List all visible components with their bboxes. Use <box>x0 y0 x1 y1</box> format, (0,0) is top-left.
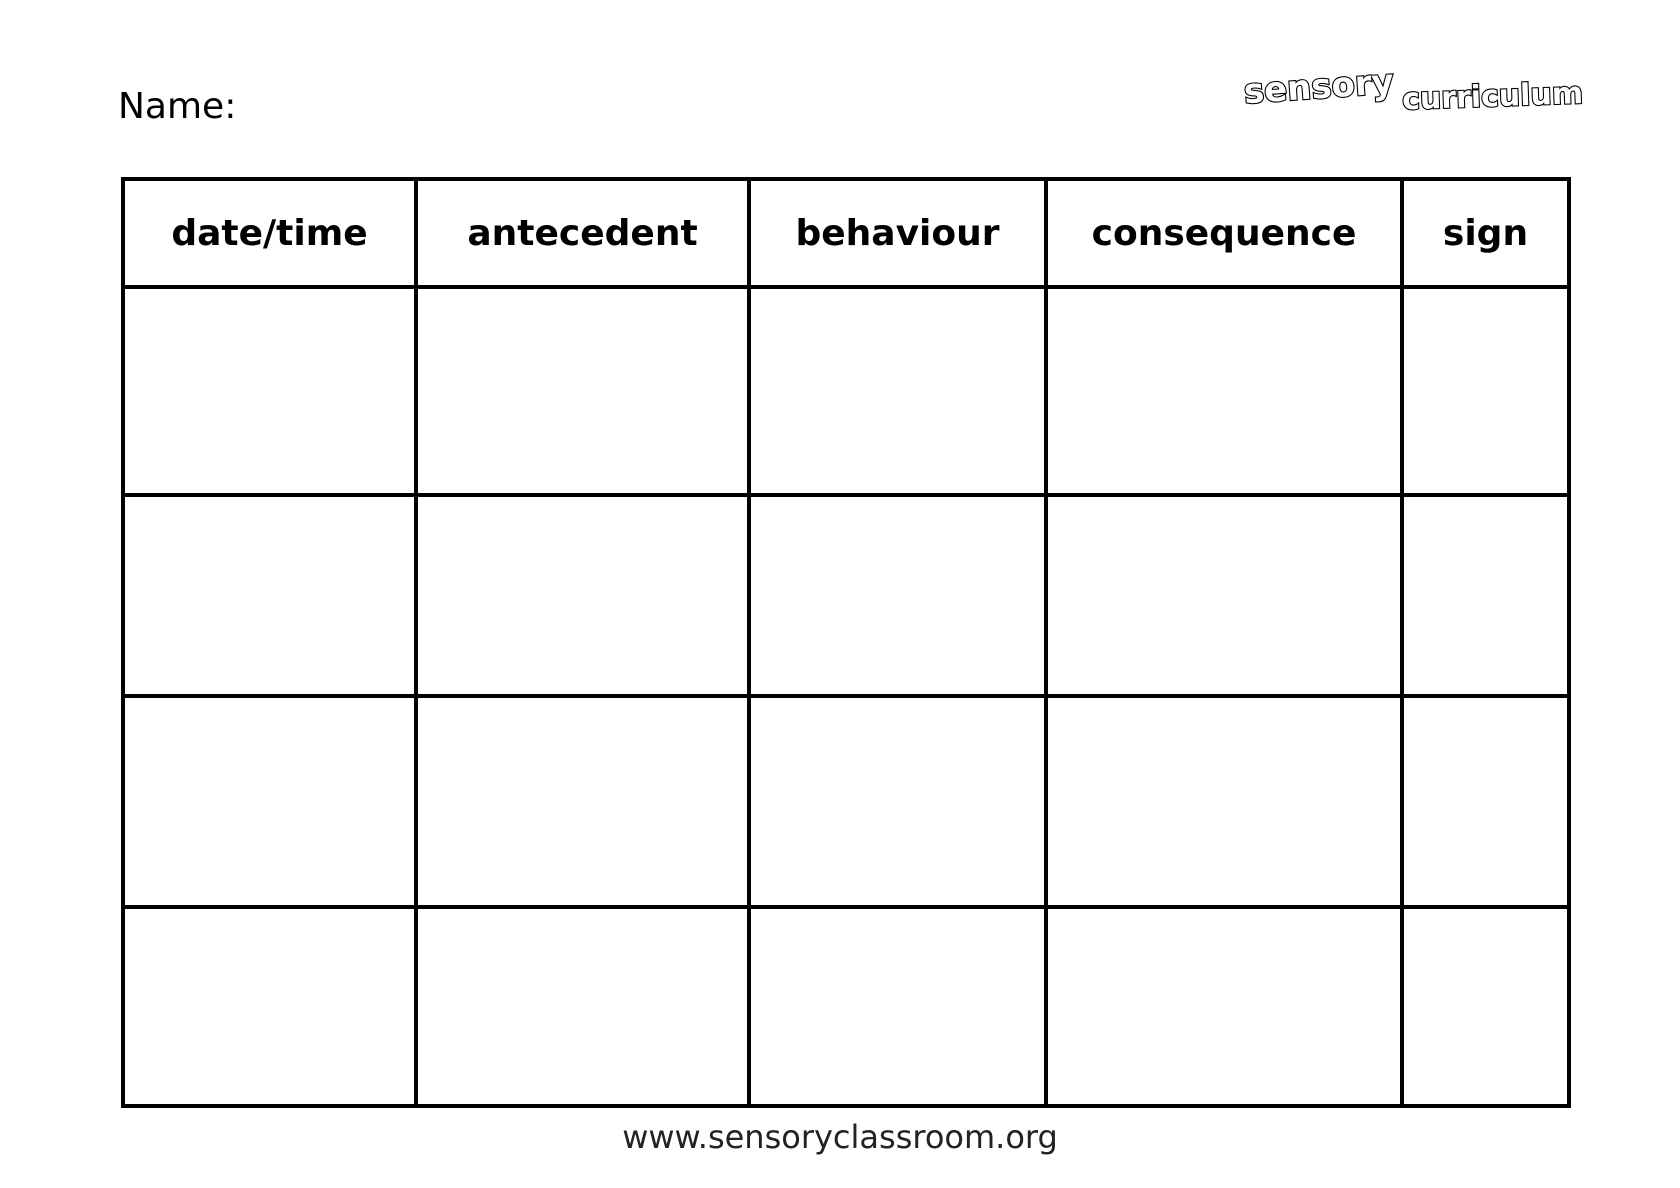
table-header-row <box>123 179 1569 287</box>
table-cell-date-time[interactable] <box>123 495 416 696</box>
column-header-consequence: consequence <box>1046 179 1402 287</box>
table-cell-antecedent[interactable] <box>416 907 749 1106</box>
table-row <box>123 907 1569 1106</box>
table-cell-antecedent[interactable] <box>416 287 749 495</box>
table-row <box>123 287 1569 495</box>
footer-url: www.sensoryclassroom.org <box>622 1118 1058 1156</box>
table-cell-sign[interactable] <box>1402 495 1569 696</box>
table-cell-antecedent[interactable] <box>416 696 749 907</box>
table-cell-behaviour[interactable] <box>749 287 1046 495</box>
table-cell-behaviour[interactable] <box>749 907 1046 1106</box>
sensory-curriculum-logo <box>1240 60 1630 120</box>
column-header-behaviour: behaviour <box>749 179 1046 287</box>
table-cell-sign[interactable] <box>1402 907 1569 1106</box>
table-cell-consequence[interactable] <box>1046 287 1402 495</box>
svg-text:curriculum: curriculum <box>1401 76 1584 118</box>
table-cell-sign[interactable] <box>1402 696 1569 907</box>
table-cell-behaviour[interactable] <box>749 495 1046 696</box>
table-row <box>123 696 1569 907</box>
table-cell-consequence[interactable] <box>1046 495 1402 696</box>
column-header-date-time: date/time <box>123 179 416 287</box>
table-cell-sign[interactable] <box>1402 287 1569 495</box>
name-label: Name: <box>118 86 237 127</box>
table-cell-consequence[interactable] <box>1046 696 1402 907</box>
table-cell-consequence[interactable] <box>1046 907 1402 1106</box>
table-cell-date-time[interactable] <box>123 287 416 495</box>
column-header-antecedent: antecedent <box>416 179 749 287</box>
table-row <box>123 495 1569 696</box>
table-cell-antecedent[interactable] <box>416 495 749 696</box>
svg-text:sensory: sensory <box>1242 61 1396 113</box>
table-cell-date-time[interactable] <box>123 696 416 907</box>
column-header-sign: sign <box>1402 179 1569 287</box>
abc-chart-table <box>121 177 1571 1108</box>
table-cell-behaviour[interactable] <box>749 696 1046 907</box>
table-cell-date-time[interactable] <box>123 907 416 1106</box>
